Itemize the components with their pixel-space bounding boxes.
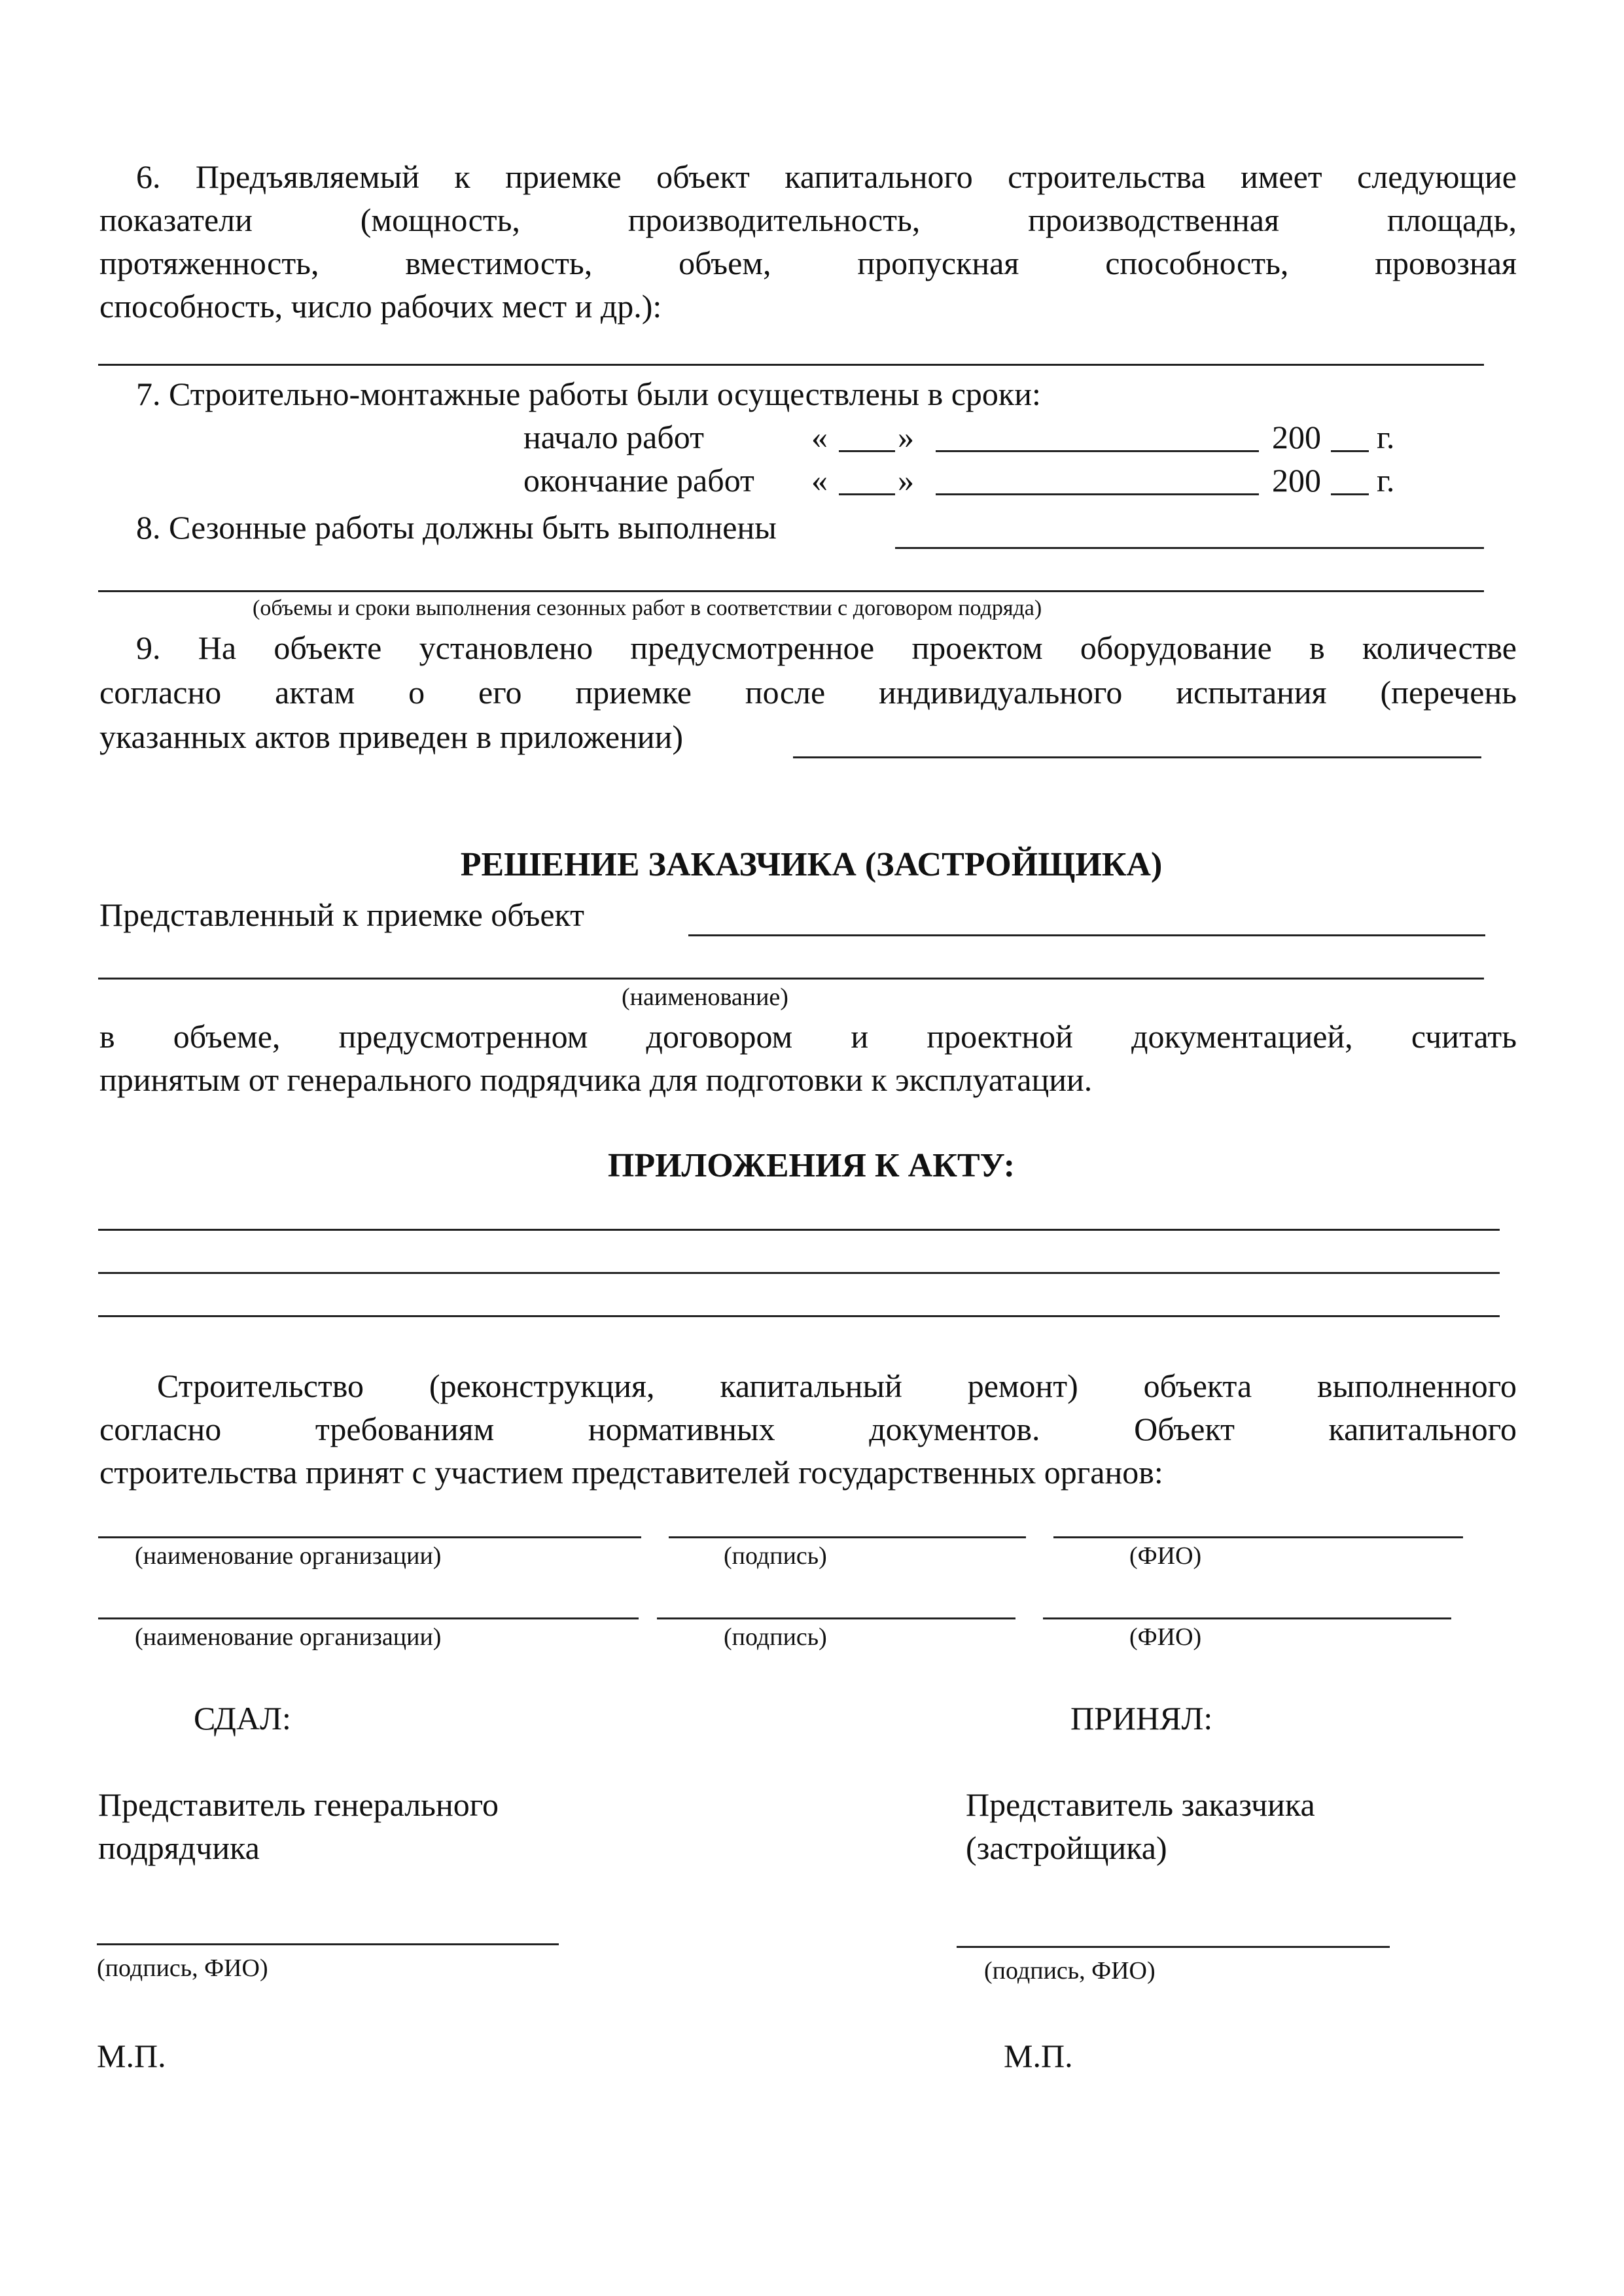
rep1-sign-caption: (подпись) [724, 1542, 827, 1570]
start-month-field[interactable] [936, 450, 1259, 452]
took-rep-line2: (застройщика) [966, 1829, 1167, 1866]
construction-line2: согласно требованиям нормативных документов. Объект капитального [99, 1411, 1517, 1447]
rep2-org-field[interactable] [98, 1617, 639, 1619]
section6-fill-line[interactable] [98, 364, 1484, 366]
took-stamp: М.П. [1004, 2038, 1073, 2074]
section6-line2: показатели (мощность, производительность, производственная площадь, [99, 202, 1517, 238]
decision-line2: принятым от генерального подрядчика для подготовки к эксплуатации. [99, 1061, 1093, 1098]
end-year-suffix: г. [1377, 462, 1395, 499]
start-label: начало работ [523, 419, 705, 455]
construction-line3: строительства принят с участием представителей государственных органов: [99, 1454, 1163, 1491]
gave-title: СДАЛ: [194, 1700, 291, 1737]
section8-fill-line-2[interactable] [98, 590, 1484, 592]
gave-signature-field[interactable] [97, 1943, 559, 1945]
start-year-prefix: 200 [1272, 419, 1321, 455]
took-signature-field[interactable] [957, 1946, 1390, 1948]
decision-object-label: Представленный к приемке объект [99, 896, 584, 933]
start-quote-close: » [898, 419, 914, 455]
end-label: окончание работ [523, 462, 754, 499]
rep2-fio-caption: (ФИО) [1129, 1623, 1202, 1651]
section8-caption: (объемы и сроки выполнения сезонных работ в соответствии с договором подряда) [253, 596, 1042, 620]
section9-line2: согласно актам о его приемке после индивидуального испытания (перечень [99, 674, 1517, 711]
section8-fill-line-1[interactable] [895, 547, 1484, 549]
section6-line1: 6. Предъявляемый к приемке объект капитального строительства имеет следующие [136, 158, 1517, 195]
end-day-field[interactable] [839, 493, 895, 495]
end-quote-close: » [898, 462, 914, 499]
decision-object-field-2[interactable] [98, 978, 1484, 980]
rep1-org-caption: (наименование организации) [135, 1542, 442, 1570]
decision-heading: РЕШЕНИЕ ЗАКАЗЧИКА (ЗАСТРОЙЩИКА) [460, 846, 1163, 883]
rep1-org-field[interactable] [98, 1536, 641, 1538]
construction-line1: Строительство (реконструкция, капитальный ремонт) объекта выполненного [157, 1368, 1517, 1404]
start-day-field[interactable] [839, 450, 895, 452]
gave-rep-line1: Представитель генерального [98, 1786, 499, 1823]
appendix-line-2[interactable] [98, 1272, 1500, 1274]
appendix-line-3[interactable] [98, 1315, 1500, 1317]
end-year-prefix: 200 [1272, 462, 1321, 499]
rep1-sign-field[interactable] [669, 1536, 1026, 1538]
gave-caption: (подпись, ФИО) [97, 1954, 268, 1982]
start-year-field[interactable] [1331, 450, 1369, 452]
section9-line1: 9. На объекте установлено предусмотренное проектом оборудование в количестве [136, 629, 1517, 666]
section8-text: 8. Сезонные работы должны быть выполнены [136, 509, 777, 546]
end-month-field[interactable] [936, 493, 1259, 495]
took-title: ПРИНЯЛ: [1070, 1700, 1213, 1737]
rep2-fio-field[interactable] [1043, 1617, 1451, 1619]
rep1-fio-field[interactable] [1053, 1536, 1463, 1538]
appendix-line-1[interactable] [98, 1229, 1500, 1231]
gave-rep-line2: подрядчика [98, 1829, 260, 1866]
rep2-sign-field[interactable] [657, 1617, 1015, 1619]
section7-title: 7. Строительно-монтажные работы были осуществлены в сроки: [136, 376, 1041, 412]
took-rep-line1: Представитель заказчика [966, 1786, 1315, 1823]
decision-line1: в объеме, предусмотренном договором и проектной документацией, считать [99, 1018, 1517, 1055]
section9-line3: указанных актов приведен в приложении) [99, 718, 683, 755]
end-year-field[interactable] [1331, 493, 1369, 495]
appendix-heading: ПРИЛОЖЕНИЯ К АКТУ: [607, 1147, 1015, 1184]
section9-fill-line[interactable] [793, 756, 1481, 758]
rep2-sign-caption: (подпись) [724, 1623, 827, 1651]
rep2-org-caption: (наименование организации) [135, 1623, 442, 1651]
rep1-fio-caption: (ФИО) [1129, 1542, 1202, 1570]
start-quote-open: « [811, 419, 828, 455]
start-year-suffix: г. [1377, 419, 1395, 455]
decision-object-field[interactable] [688, 934, 1485, 936]
decision-name-caption: (наименование) [622, 983, 788, 1011]
gave-stamp: М.П. [97, 2038, 166, 2074]
took-caption: (подпись, ФИО) [984, 1957, 1156, 1985]
section6-line4: способность, число рабочих мест и др.): [99, 288, 662, 325]
section6-line3: протяженность, вместимость, объем, пропускная способность, провозная [99, 245, 1517, 281]
end-quote-open: « [811, 462, 828, 499]
